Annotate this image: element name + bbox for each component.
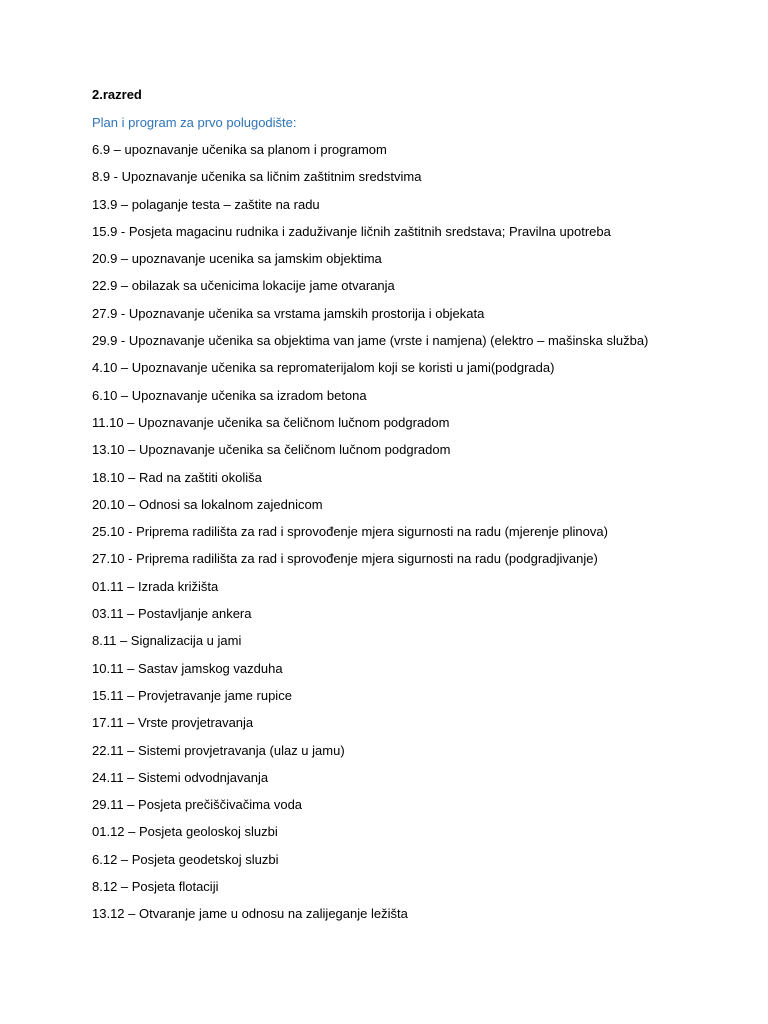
schedule-entry: 25.10 - Priprema radilišta za rad i sprovođenje mjera sigurnosti na radu (mjerenje plinova) [92,524,608,540]
schedule-entry: 22.11 – Sistemi provjetravanja (ulaz u jamu) [92,742,345,758]
schedule-entry: 01.12 – Posjeta geoloskoj sluzbi [92,824,278,840]
schedule-entry: 13.12 – Otvaranje jame u odnosu na zalijeganje ležišta [92,906,408,922]
schedule-entry: 8.12 – Posjeta flotaciji [92,879,219,895]
schedule-entry: 29.11 – Posjeta prečiščivačima voda [92,797,303,813]
schedule-entry: 6.10 – Upoznavanje učenika sa izradom betona [92,387,367,403]
schedule-entry: 29.9 - Upoznavanje učenika sa objektima van jame (vrste i namjena) (elektro – mašinska služba) [92,333,649,349]
schedule-entry: 4.10 – Upoznavanje učenika sa repromaterijalom koji se koristi u jami(podgrada) [92,360,555,376]
schedule-entry: 15.11 – Provjetravanje jame rupice [92,687,292,703]
schedule-entry: 6.12 – Posjeta geodetskoj sluzbi [92,851,279,867]
document-heading: 2.razred [92,87,142,102]
schedule-entry: 22.9 – obilazak sa učenicima lokacije jame otvaranja [92,278,395,294]
schedule-entry: 15.9 - Posjeta magacinu rudnika i zaduživanje ličnih zaštitnih sredstava; Pravilna upotreba [92,223,611,239]
schedule-entry: 13.9 – polaganje testa – zaštite na radu [92,196,320,212]
schedule-entry: 03.11 – Postavljanje ankera [92,606,252,622]
schedule-entry: 27.10 - Priprema radilišta za rad i sprovođenje mjera sigurnosti na radu (podgradjivanje) [92,551,598,567]
schedule-entry: 20.10 – Odnosi sa lokalnom zajednicom [92,496,323,512]
schedule-entry: 6.9 – upoznavanje učenika sa planom i programom [92,142,387,157]
schedule-entry: 13.10 – Upoznavanje učenika sa čeličnom lučnom podgradom [92,442,451,458]
schedule-entry: 8.9 - Upoznavanje učenika sa ličnim zaštitnim sredstvima [92,169,422,185]
schedule-entry: 24.11 – Sistemi odvodnjavanja [92,769,269,785]
schedule-entry: 27.9 - Upoznavanje učenika sa vrstama jamskih prostorija i objekata [92,305,485,321]
schedule-entry: 17.11 – Vrste provjetravanja [92,715,254,731]
schedule-entry: 10.11 – Sastav jamskog vazduha [92,660,283,676]
schedule-entry: 11.10 – Upoznavanje učenika sa čeličnom lučnom podgradom [92,414,450,430]
schedule-entry: 20.9 – upoznavanje ucenika sa jamskim objektima [92,251,382,267]
document-subheading: Plan i program za prvo polugodište: [92,115,297,130]
schedule-entry: 18.10 – Rad na zaštiti okoliša [92,469,262,485]
schedule-entry: 8.11 – Signalizacija u jami [92,633,242,649]
schedule-list [92,141,732,923]
document-page [92,86,732,933]
schedule-entry: 01.11 – Izrada križišta [92,578,219,594]
